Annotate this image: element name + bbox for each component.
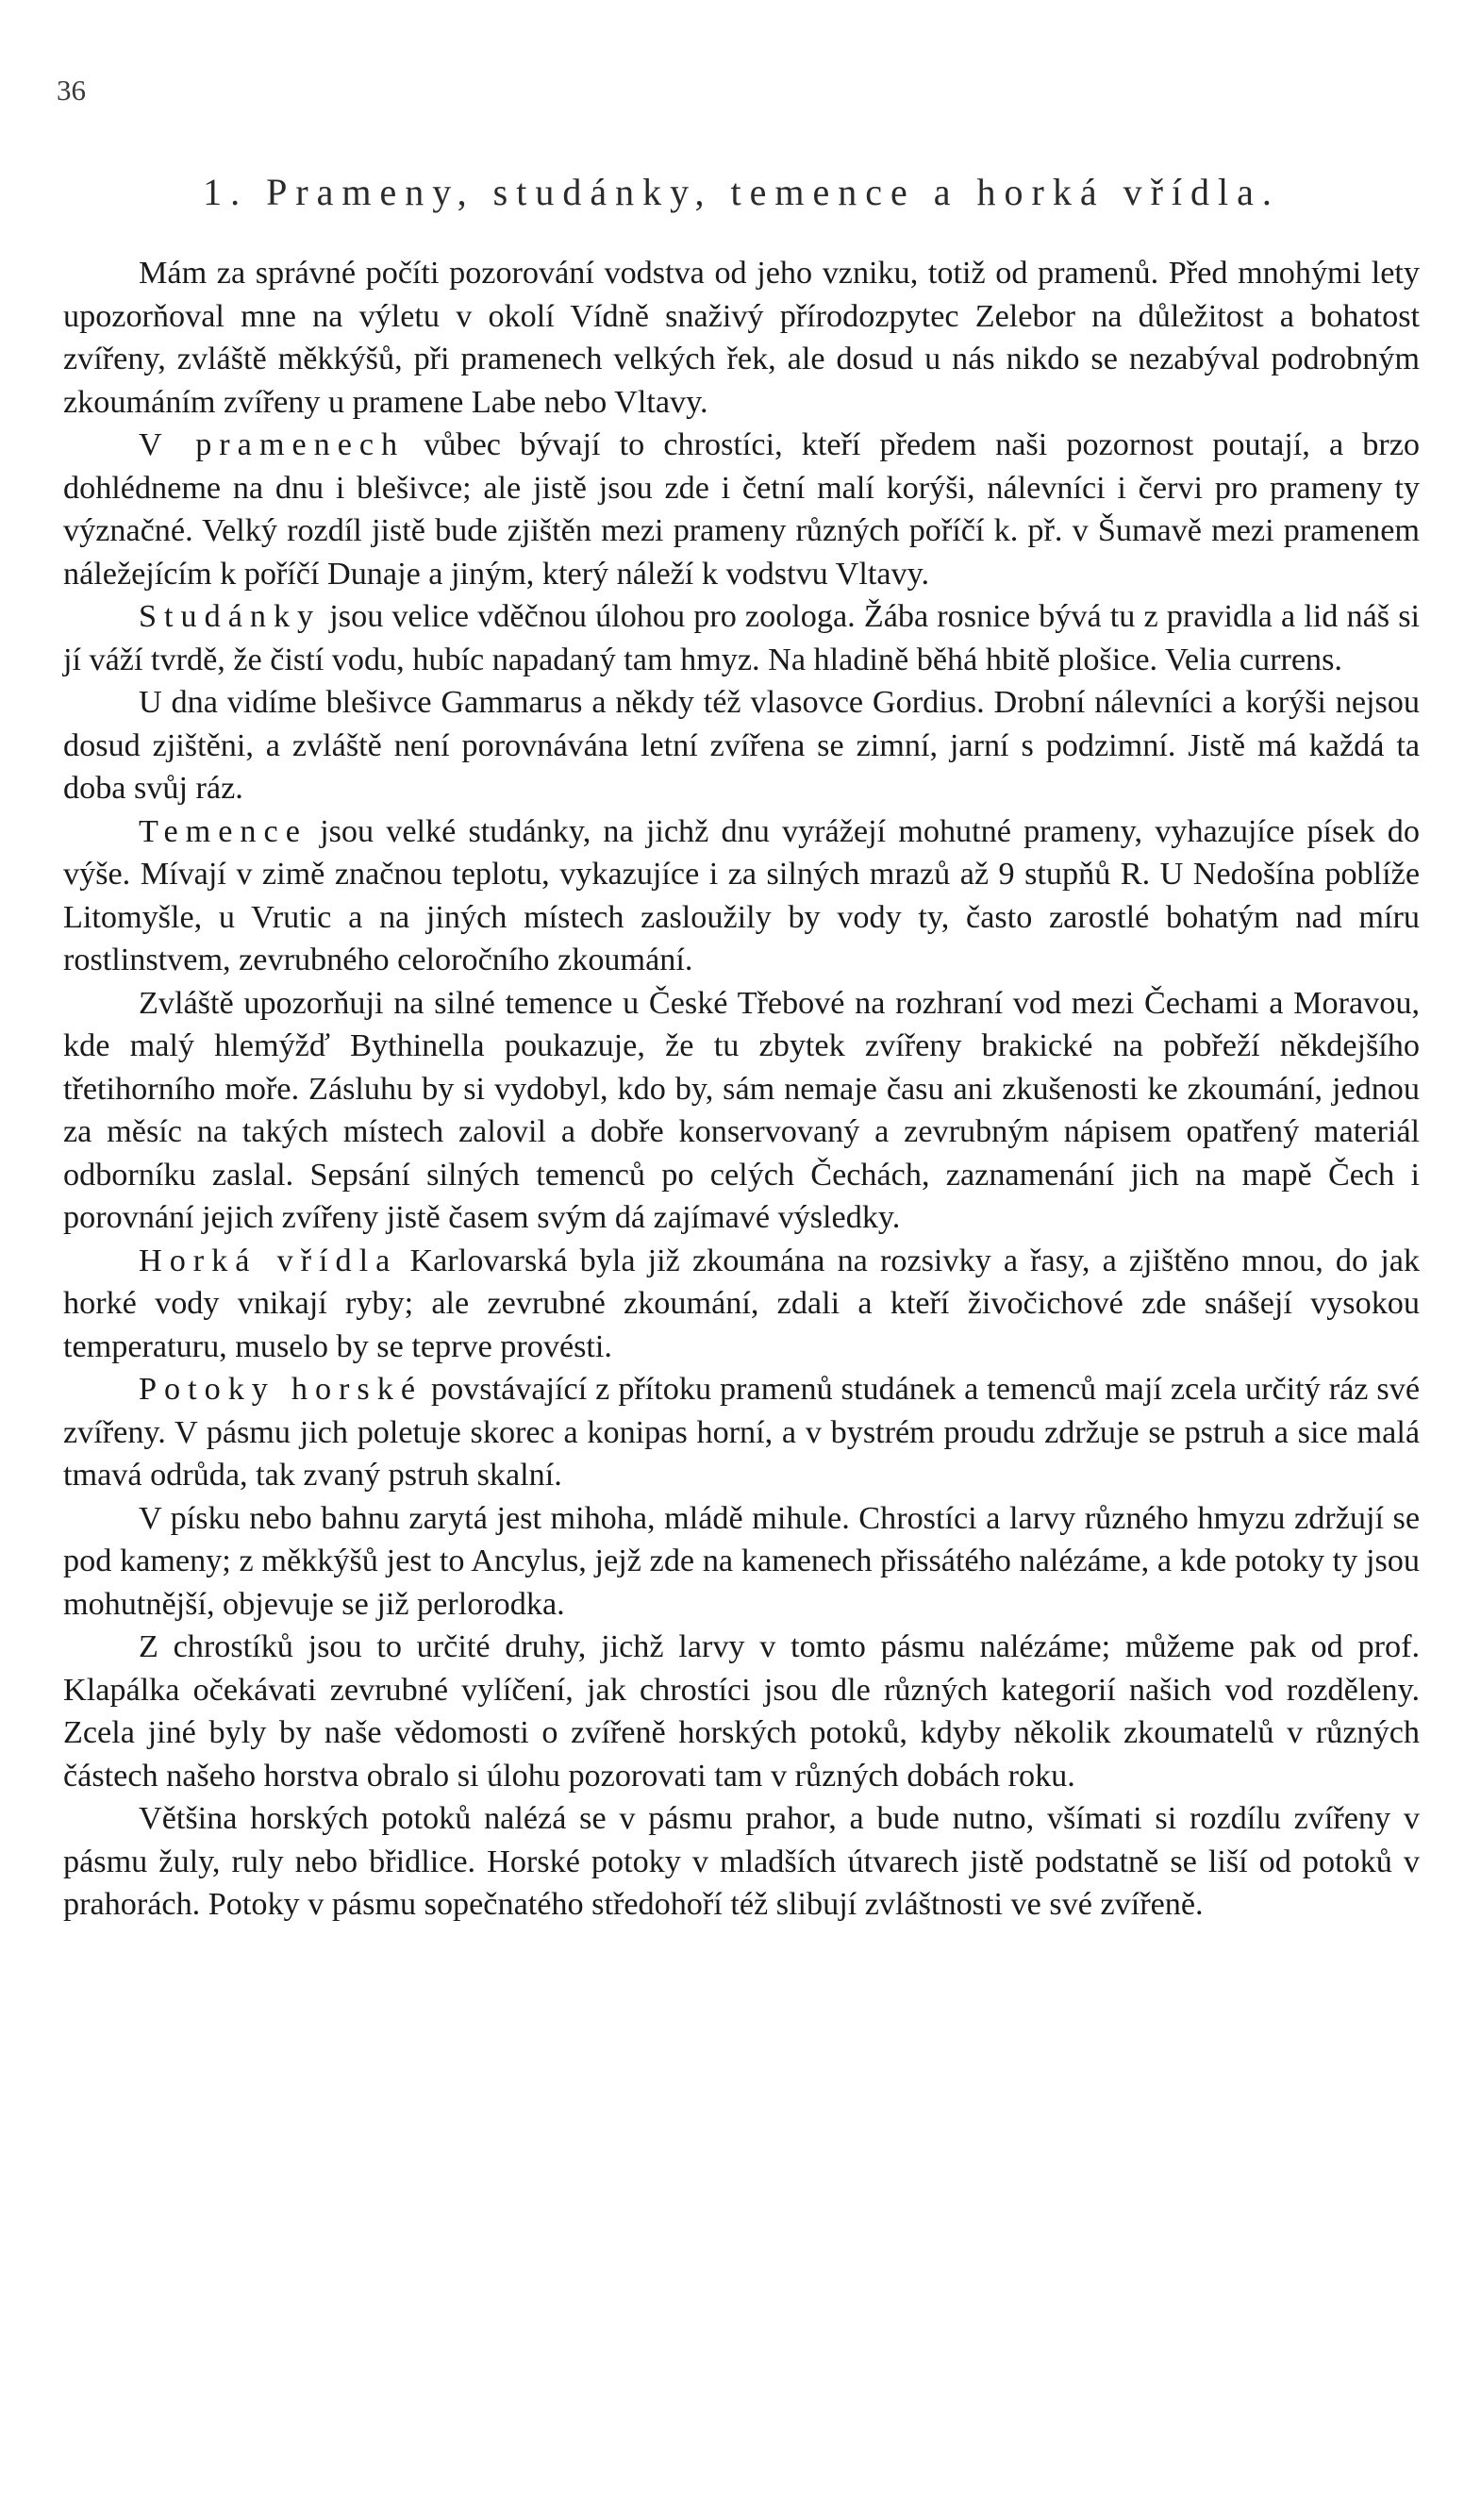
paragraph-z-chrostiku: Z chrostíků jsou to určité druhy, jichž larvy v tomto pásmu nalézáme; můžeme pak od prof. Klapálka očekávati zevrubné vylíčení, jak chrostíci jsou dle různých kategorií našich vod rozděleny. Zcela jiné byly by naše vědomosti o zvířeně horských potoků, kdyby několik zkoumatelů v různých částech našeho horstva obralo si úlohu pozorovati tam v různých dobách roku.: [63, 1629, 1420, 1794]
paragraph-body: jsou velice vděčnou úlohou pro zoologa. Žába rosnice bývá tu z pravidla a lid náš si jí váží tvrdě, že čistí vodu, hubíc napadaný tam hmyz. Na hladině běhá hbitě plošice. Velia currens.: [63, 599, 1420, 677]
paragraph-vetsina: Většina horských potoků nalézá se v pásmu prahor, a bude nutno, všímati si rozdílu zvířeny v pásmu žuly, ruly nebo břidlice. Horské potoky v mladších útvarech jistě podstatně se liší od potoků v prahorách. Potoky v pásmu sopečnatého středohoří též slibují zvláštnosti ve své zvířeně.: [63, 1801, 1420, 1922]
page-number: 36: [57, 74, 86, 107]
paragraph-zvlaste: Zvláště upozorňuji na silné temence u České Třebové na rozhraní vod mezi Čechami a Moravou, kde malý hlemýžď Bythinella poukazuje, že tu zbytek zvířeny brakické na pobřeží někdejšího třetihorního moře. Zásluhu by si vydobyl, kdo by, sám nemaje času ani zkušenosti ke zkoumání, jednou za měsíc na takých místech zalovil a dobře konservovaný a zevrubným nápisem opatřený materiál odborníku zaslal. Sepsání silných temenců po celých Čechách, zaznamenání jich na mapě Čech i porovnání jejich zvířeny jistě časem svým dá zajímavé výsledky.: [63, 985, 1420, 1235]
text-column: [63, 170, 1420, 1927]
lead-term: V pramenech: [139, 427, 406, 462]
paragraph-prameny-intro: Mám za správné počíti pozorování vodstva od jeho vzniku, totiž od pramenů. Před mnohými lety upozorňoval mne na výletu v okolí Vídně snaživý přírodozpytec Zelebor na důležitost a bohatost zvířeny, zvláště měkkýšů, při pramenech velkých řek, ale dosud u nás nikdo se nezabýval podrobným zkoumáním zvířeny u pramene Labe nebo Vltavy.: [63, 256, 1420, 420]
lead-term: Horká vřídla: [139, 1243, 398, 1278]
lead-term: Potoky horské: [139, 1372, 424, 1407]
paragraph-body: povstávající z přítoku pramenů studánek a temenců mají zcela určitý ráz své zvířeny. V pásmu jich poletuje skorec a konipas horní, a v bystrém proudu zdržuje se pstruh a sice malá tmavá odrůda, tak zvaný pstruh skalní.: [63, 1372, 1420, 1493]
lead-term: Studánky: [139, 599, 322, 634]
paragraph-v-pisku: V písku nebo bahnu zarytá jest mihoha, mládě mihule. Chrostíci a larvy různého hmyzu zdržují se pod kameny; z měkkýšů jest to Ancylus, jejž zde na kamenech přissátého nalézáme, a kde potoky ty jsou mohutnější, objevuje se již perlorodka.: [63, 1500, 1420, 1622]
lead-term: Temence: [139, 813, 308, 849]
paragraph-v-pramenech: [63, 424, 1420, 595]
paragraph-body: vůbec bývají to chrostíci, kteří předem naši pozornost poutají, a brzo dohlédneme na dnu i blešivce; ale jistě jsou zde i četní malí korýši, nálevníci i červi pro prameny ty význačné. Velký rozdíl jistě bude zjištěn mezi prameny různých poříčí k. př. v Šumavě mezi pramenem náležejícím k poříčí Dunaje a jiným, který náleží k vodstvu Vltavy.: [63, 427, 1420, 592]
paragraph-temence: [63, 810, 1420, 982]
paragraph-body: jsou velké studánky, na jichž dnu vyrážejí mohutné prameny, vyhazujíce písek do výše. Mívají v zimě značnou teplotu, vykazujíce i za silných mrazů až 9 stupňů R. U Nedošína poblíže Litomyšle, u Vrutic a na jiných místech zasloužily by vody ty, často zarostlé bohatým nad míru rostlinstvem, zevrubného celoročního zkoumání.: [63, 813, 1420, 977]
paragraph-studanky: [63, 595, 1420, 681]
paragraph-potoky-horske: [63, 1368, 1420, 1497]
paragraph-body: Karlovarská byla již zkoumána na rozsivky a řasy, a zjištěno mnou, do jak horké vody vnikají ryby; ale zevrubné zkoumání, zdali a kteří živočichové zde snášejí vysokou temperaturu, muselo by se teprve provésti.: [63, 1243, 1420, 1364]
paragraph-horka-vridla: [63, 1240, 1420, 1369]
section-title: 1. Prameny, studánky, temence a horká vřídla.: [203, 171, 1280, 213]
paragraph-u-dna: U dna vidíme blešivce Gammarus a někdy též vlasovce Gordius. Drobní nálevníci a korýši nejsou dosud zjištěni, a zvláště není porovnávána letní zvířena se zimní, jarní s podzimní. Jistě má každá ta doba svůj ráz.: [63, 685, 1420, 806]
